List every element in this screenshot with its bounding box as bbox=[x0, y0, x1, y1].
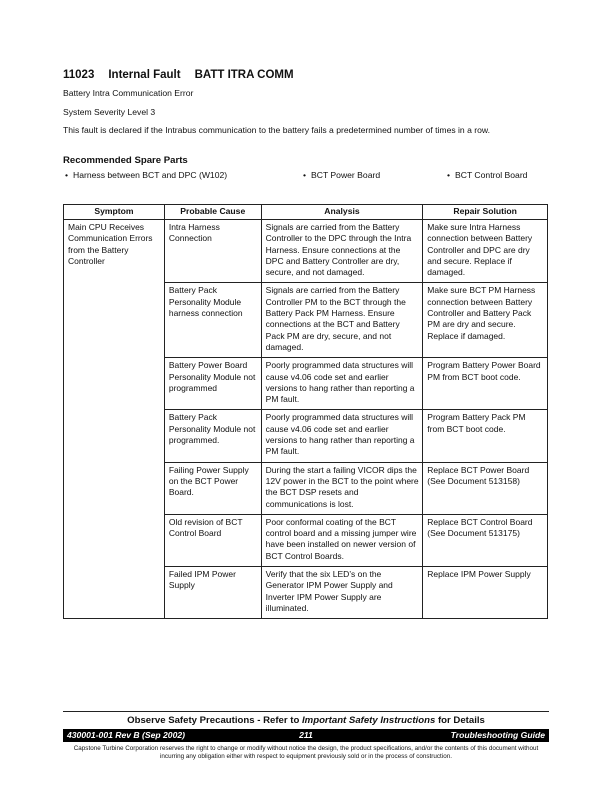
analysis-cell: Poorly programmed data structures will cause v4.06 code set and earlier versions to hang rather than reporting a PM fault. bbox=[261, 410, 423, 462]
fault-code: 11023 bbox=[63, 69, 95, 81]
guide-title: Troubleshooting Guide bbox=[450, 730, 545, 740]
analysis-cell: During the start a failing VICOR dips the 12V power in the BCT to the point where the BCT DSP resets and communications is lost. bbox=[261, 462, 423, 514]
solution-cell: Program Battery Pack PM from BCT boot code. bbox=[423, 410, 548, 462]
analysis-cell: Signals are carried from the Battery Controller PM to the BCT through the Battery Pack PM Harness. Ensure connections at the BCT and Battery Pack PM are dry, secure, and not damaged. bbox=[261, 283, 423, 358]
troubleshooting-table bbox=[63, 204, 548, 619]
spare-part-item: • BCT Control Board bbox=[447, 170, 528, 180]
solution-cell: Program Battery Power Board PM from BCT boot code. bbox=[423, 358, 548, 410]
header-repair-solution: Repair Solution bbox=[423, 205, 548, 220]
spare-part-item: • BCT Power Board bbox=[303, 170, 381, 180]
header-probable-cause: Probable Cause bbox=[164, 205, 261, 220]
footer-bar bbox=[63, 729, 549, 742]
cause-cell: Old revision of BCT Control Board bbox=[164, 514, 261, 566]
severity-level: System Severity Level 3 bbox=[63, 107, 156, 117]
safety-instructions-reference: Important Safety Instructions bbox=[302, 715, 436, 726]
spare-parts-title: Recommended Spare Parts bbox=[63, 155, 188, 166]
cause-cell: Intra Harness Connection bbox=[164, 220, 261, 283]
legal-disclaimer: Capstone Turbine Corporation reserves the right to change or modify without notice the design, the product specifications, and/or the contents of this document without incurring any obligation either with respect to equipment previously sold or in the process of construction. bbox=[73, 745, 539, 760]
spare-parts-list bbox=[65, 170, 555, 182]
solution-cell: Make sure Intra Harness connection between Battery Controller and DPC are dry and secure. Replace if damaged. bbox=[423, 220, 548, 283]
table-row bbox=[64, 220, 548, 283]
analysis-cell: Poor conformal coating of the BCT control board and a missing jumper wire have been installed on newer version of BCT Control Boards. bbox=[261, 514, 423, 566]
analysis-cell: Poorly programmed data structures will cause v4.06 code set and earlier versions to hang rather than reporting a PM fault. bbox=[261, 358, 423, 410]
solution-cell: Replace BCT Power Board (See Document 513158) bbox=[423, 462, 548, 514]
solution-cell: Make sure BCT PM Harness connection between Battery Controller and Battery Pack PM are dry and secure. Replace if damaged. bbox=[423, 283, 548, 358]
fault-declaration: This fault is declared if the Intrabus communication to the battery fails a predetermined number of times in a row. bbox=[63, 125, 491, 135]
symptom-cell: Main CPU Receives Communication Errors from the Battery Controller bbox=[64, 220, 165, 619]
footer-divider bbox=[63, 711, 549, 712]
safety-notice: Observe Safety Precautions - Refer to Important Safety Instructions for Details bbox=[127, 715, 485, 726]
fault-type: Internal Fault bbox=[108, 69, 181, 81]
analysis-cell: Signals are carried from the Battery Controller to the DPC through the Intra Harness. Ensure connections at the DPC and Battery Controller are dry, secure, and not damaged. bbox=[261, 220, 423, 283]
bullet-icon: • bbox=[447, 170, 451, 180]
cause-cell: Battery Power Board Personality Module not programmed bbox=[164, 358, 261, 410]
cause-cell: Failed IPM Power Supply bbox=[164, 567, 261, 619]
cause-cell: Battery Pack Personality Module not programmed. bbox=[164, 410, 261, 462]
spare-part-item: • Harness between BCT and DPC (W102) bbox=[65, 170, 228, 180]
fault-description: Battery Intra Communication Error bbox=[63, 88, 194, 98]
header-symptom: Symptom bbox=[64, 205, 165, 220]
header-analysis: Analysis bbox=[261, 205, 423, 220]
bullet-icon: • bbox=[303, 170, 307, 180]
bullet-icon: • bbox=[65, 170, 69, 180]
solution-cell: Replace IPM Power Supply bbox=[423, 567, 548, 619]
page-number: 211 bbox=[299, 730, 313, 740]
cause-cell: Failing Power Supply on the BCT Power Board. bbox=[164, 462, 261, 514]
cause-cell: Battery Pack Personality Module harness connection bbox=[164, 283, 261, 358]
analysis-cell: Verify that the six LED’s on the Generator IPM Power Supply and Inverter IPM Power Supply are illuminated. bbox=[261, 567, 423, 619]
document-number: 430001-001 Rev B (Sep 2002) bbox=[67, 730, 186, 740]
fault-heading bbox=[63, 69, 308, 81]
fault-name: BATT ITRA COMM bbox=[194, 69, 294, 81]
solution-cell: Replace BCT Control Board (See Document 513175) bbox=[423, 514, 548, 566]
table-header-row bbox=[64, 205, 548, 220]
